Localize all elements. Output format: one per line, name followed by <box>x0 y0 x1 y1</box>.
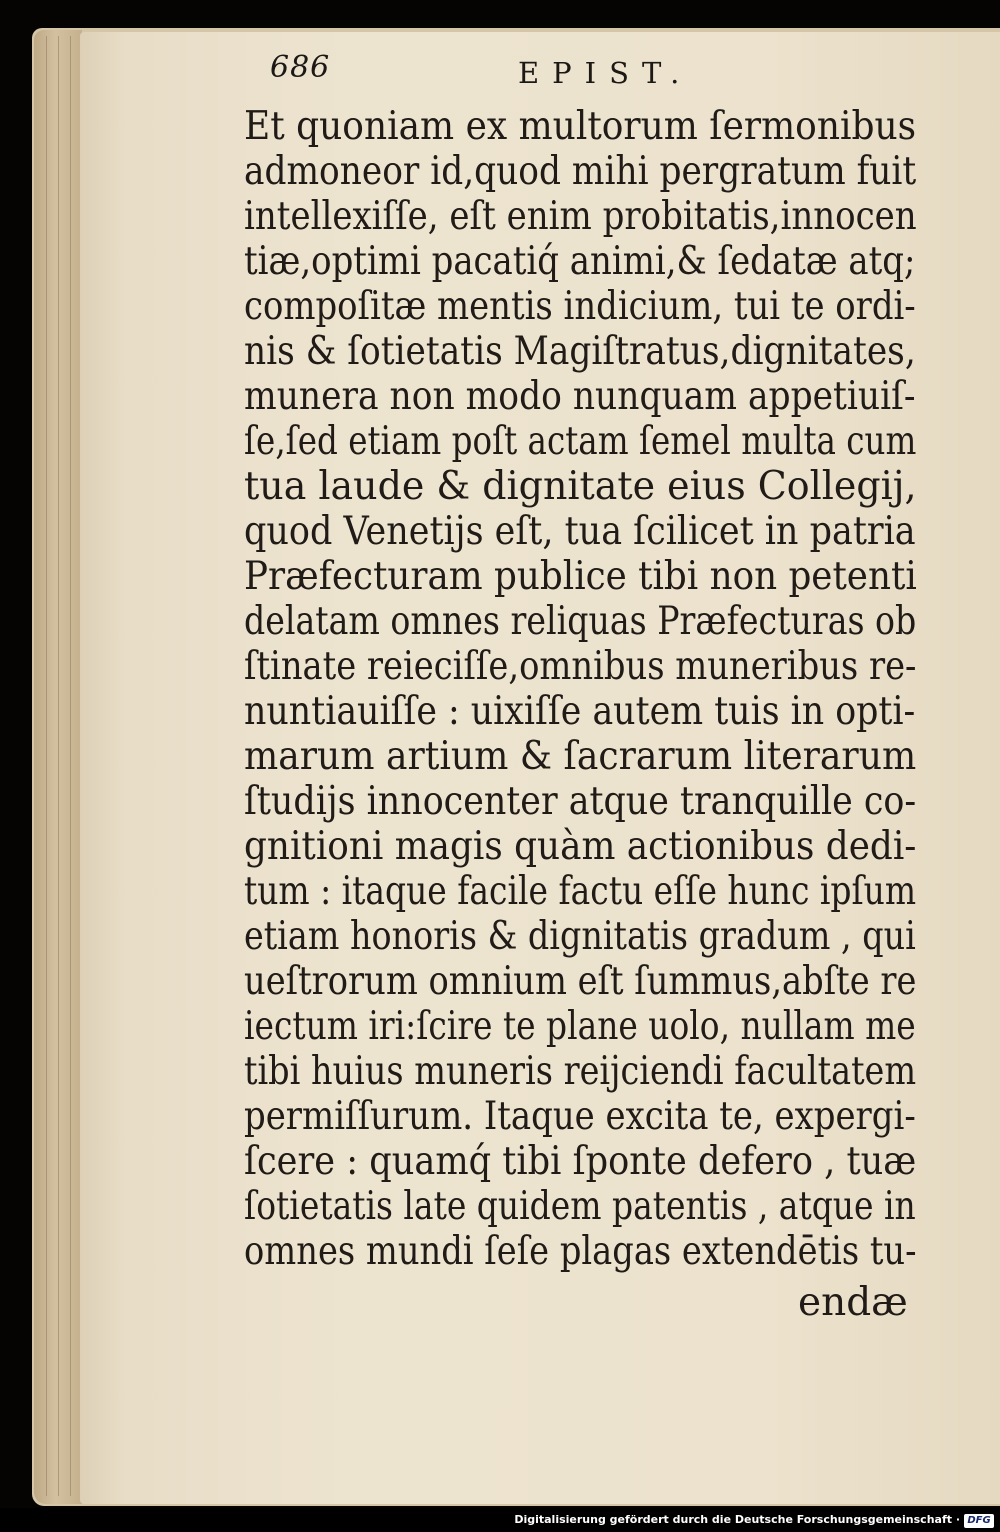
text-line: ſotietatis late quidem patentis , atque in <box>244 1184 916 1229</box>
text-line: etiam honoris & dignitatis gradum , qui <box>244 914 916 959</box>
text-line: tua laude & dignitate eius Collegij, <box>244 464 917 509</box>
text-line: quod Venetijs eſt, tua ſcilicet in patria <box>244 509 916 554</box>
text-line: ueſtrorum omnium eſt ſummus,abſte re <box>244 959 917 1004</box>
text-line: nuntiauiſſe : uixiſſe autem tuis in opti- <box>244 689 916 734</box>
digitization-credit: Digitalisierung gefördert durch die Deutsche Forschungsgemeinschaft · <box>514 1513 960 1526</box>
text-line: iectum iri:ſcire te plane uolo, nullam me <box>244 1004 916 1049</box>
page-number: 686 <box>270 50 331 85</box>
text-line: tiæ,optimi pacatiq́ animi,& ſedatæ atq; <box>244 239 916 284</box>
text-line: ſcere : quamq́ tibi ſponte defero , tuæ <box>244 1139 917 1184</box>
text-line: omnes mundi ſeſe plagas extendētis tu- <box>244 1229 917 1274</box>
text-line: tum : itaque facile factu eſſe hunc ipſum <box>244 869 917 914</box>
running-head-title: EPIST. <box>518 56 693 90</box>
page-edge-line <box>70 36 71 1496</box>
text-line: delatam omnes reliquas Præfecturas ob <box>244 599 917 644</box>
text-line: Præfecturam publice tibi non petenti <box>244 554 917 599</box>
text-line: ſtinate reieciſſe,omnibus muneribus re- <box>244 644 917 689</box>
text-line: tibi huius muneris reijciendi facultatem <box>244 1049 917 1094</box>
text-line: munera non modo nunquam appetiuiſ- <box>244 374 916 419</box>
text-line: Et quoniam ex multorum ſermonibus <box>244 104 917 149</box>
text-line: permiſſurum. Itaque excita te, expergi- <box>244 1094 916 1139</box>
dfg-logo: DFG <box>964 1514 994 1528</box>
page-edge-line <box>58 36 59 1496</box>
text-line: compoſitæ mentis indicium, tui te ordi- <box>244 284 916 329</box>
catchword: endæ <box>798 1280 908 1325</box>
running-head <box>270 42 970 102</box>
text-line: nis & ſotietatis Magiſtratus,dignitates, <box>244 329 916 374</box>
text-line: ſtudijs innocenter atque tranquille co- <box>244 779 917 824</box>
text-line: ſe,ſed etiam poſt actam ſemel multa cum <box>244 419 917 464</box>
text-line: admoneor id,quod mihi pergratum fuit <box>244 149 917 194</box>
text-line: intellexiſſe, eſt enim probitatis,innocen <box>244 194 917 239</box>
page-edge-line <box>46 36 47 1496</box>
text-line: gnitioni magis quàm actionibus dedi- <box>244 824 917 869</box>
text-line: marum artium & ſacrarum literarum <box>244 734 917 779</box>
